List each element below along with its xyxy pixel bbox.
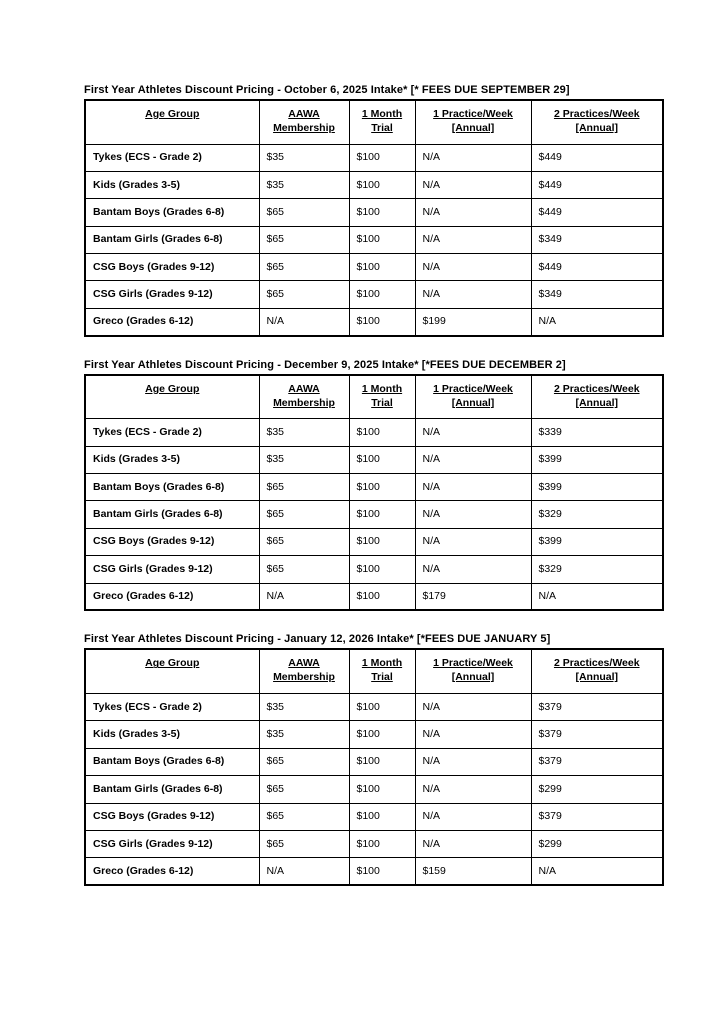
age-group-cell: Greco (Grades 6-12) <box>85 308 259 335</box>
age-group-cell: Bantam Boys (Grades 6-8) <box>85 474 259 501</box>
price-cell: $329 <box>531 556 663 583</box>
price-cell: N/A <box>415 501 531 528</box>
price-cell: $399 <box>531 446 663 473</box>
price-cell: $449 <box>531 199 663 226</box>
price-cell: N/A <box>415 144 531 171</box>
age-group-cell: Bantam Girls (Grades 6-8) <box>85 226 259 253</box>
price-cell: $379 <box>531 803 663 830</box>
price-cell: $100 <box>349 254 415 281</box>
price-cell: $100 <box>349 308 415 335</box>
price-cell: $100 <box>349 556 415 583</box>
column-header: AAWA Membership <box>259 375 349 419</box>
price-cell: N/A <box>415 556 531 583</box>
column-header: AAWA Membership <box>259 649 349 693</box>
price-cell: $100 <box>349 226 415 253</box>
price-cell: $35 <box>259 446 349 473</box>
price-cell: $100 <box>349 776 415 803</box>
age-group-cell: CSG Boys (Grades 9-12) <box>85 254 259 281</box>
price-cell: $65 <box>259 528 349 555</box>
price-cell: N/A <box>259 858 349 885</box>
price-cell: $65 <box>259 776 349 803</box>
column-header: Age Group <box>85 100 259 144</box>
price-cell: $329 <box>531 501 663 528</box>
pricing-table-section <box>84 359 664 612</box>
price-cell: $35 <box>259 693 349 720</box>
age-group-cell: Bantam Boys (Grades 6-8) <box>85 748 259 775</box>
age-group-cell: Tykes (ECS - Grade 2) <box>85 419 259 446</box>
table-row <box>85 858 663 885</box>
table-row <box>85 419 663 446</box>
column-header: Age Group <box>85 375 259 419</box>
price-cell: $100 <box>349 693 415 720</box>
price-cell: N/A <box>415 528 531 555</box>
price-cell: $35 <box>259 721 349 748</box>
price-cell: N/A <box>415 830 531 857</box>
price-cell: N/A <box>415 281 531 308</box>
price-cell: $100 <box>349 474 415 501</box>
column-header: AAWA Membership <box>259 100 349 144</box>
price-cell: $199 <box>415 308 531 335</box>
table-title: First Year Athletes Discount Pricing - January 12, 2026 Intake* [*FEES DUE JANUARY 5] <box>84 633 551 646</box>
price-cell: $65 <box>259 281 349 308</box>
age-group-cell: Greco (Grades 6-12) <box>85 858 259 885</box>
price-cell: N/A <box>531 858 663 885</box>
table-row <box>85 474 663 501</box>
column-header: 2 Practices/Week [Annual] <box>531 649 663 693</box>
column-header: 1 Practice/Week [Annual] <box>415 100 531 144</box>
table-row <box>85 308 663 335</box>
price-cell: $299 <box>531 830 663 857</box>
header-row <box>85 375 663 419</box>
table-title: First Year Athletes Discount Pricing - October 6, 2025 Intake* [* FEES DUE SEPTEMBER 29] <box>84 84 570 96</box>
price-cell: $449 <box>531 254 663 281</box>
price-cell: $65 <box>259 254 349 281</box>
price-cell: N/A <box>415 199 531 226</box>
table-row <box>85 226 663 253</box>
age-group-cell: CSG Girls (Grades 9-12) <box>85 830 259 857</box>
header-row <box>85 100 663 144</box>
price-cell: $35 <box>259 171 349 198</box>
price-cell: $100 <box>349 583 415 610</box>
price-cell: N/A <box>415 748 531 775</box>
table-row <box>85 776 663 803</box>
price-cell: $379 <box>531 693 663 720</box>
price-cell: $65 <box>259 803 349 830</box>
table-row <box>85 583 663 610</box>
price-cell: $349 <box>531 226 663 253</box>
price-cell: $399 <box>531 474 663 501</box>
price-cell: N/A <box>415 721 531 748</box>
column-header: 1 Month Trial <box>349 100 415 144</box>
price-cell: N/A <box>415 474 531 501</box>
table-row <box>85 721 663 748</box>
table-row <box>85 446 663 473</box>
price-cell: N/A <box>415 803 531 830</box>
age-group-cell: Kids (Grades 3-5) <box>85 446 259 473</box>
price-cell: $299 <box>531 776 663 803</box>
column-header: 1 Practice/Week [Annual] <box>415 375 531 419</box>
column-header: 2 Practices/Week [Annual] <box>531 375 663 419</box>
price-cell: $100 <box>349 858 415 885</box>
age-group-cell: Greco (Grades 6-12) <box>85 583 259 610</box>
price-cell: N/A <box>259 308 349 335</box>
table-row <box>85 501 663 528</box>
price-cell: N/A <box>415 254 531 281</box>
age-group-cell: Kids (Grades 3-5) <box>85 171 259 198</box>
price-cell: $65 <box>259 830 349 857</box>
price-cell: $159 <box>415 858 531 885</box>
price-cell: $65 <box>259 501 349 528</box>
table-row <box>85 830 663 857</box>
age-group-cell: Bantam Girls (Grades 6-8) <box>85 776 259 803</box>
price-cell: $100 <box>349 199 415 226</box>
column-header: 2 Practices/Week [Annual] <box>531 100 663 144</box>
price-cell: $100 <box>349 528 415 555</box>
table-row <box>85 748 663 775</box>
pricing-table-section <box>84 84 664 337</box>
price-cell: $179 <box>415 583 531 610</box>
pricing-table <box>84 648 664 886</box>
table-row <box>85 171 663 198</box>
price-cell: N/A <box>415 693 531 720</box>
column-header: 1 Practice/Week [Annual] <box>415 649 531 693</box>
price-cell: $65 <box>259 226 349 253</box>
age-group-cell: Tykes (ECS - Grade 2) <box>85 693 259 720</box>
table-row <box>85 693 663 720</box>
price-cell: $65 <box>259 199 349 226</box>
price-cell: $100 <box>349 144 415 171</box>
price-cell: $100 <box>349 748 415 775</box>
table-row <box>85 281 663 308</box>
table-row <box>85 199 663 226</box>
price-cell: N/A <box>415 446 531 473</box>
price-cell: $100 <box>349 281 415 308</box>
price-cell: $35 <box>259 144 349 171</box>
age-group-cell: Bantam Boys (Grades 6-8) <box>85 199 259 226</box>
table-row <box>85 528 663 555</box>
price-cell: $449 <box>531 171 663 198</box>
age-group-cell: CSG Boys (Grades 9-12) <box>85 803 259 830</box>
column-header: 1 Month Trial <box>349 375 415 419</box>
price-cell: $339 <box>531 419 663 446</box>
pricing-table-section <box>84 633 664 886</box>
price-cell: $379 <box>531 748 663 775</box>
price-cell: $100 <box>349 803 415 830</box>
table-title: First Year Athletes Discount Pricing - December 9, 2025 Intake* [*FEES DUE DECEMBER 2] <box>84 358 566 371</box>
price-cell: $100 <box>349 446 415 473</box>
table-row <box>85 254 663 281</box>
price-cell: $399 <box>531 528 663 555</box>
age-group-cell: CSG Girls (Grades 9-12) <box>85 556 259 583</box>
price-cell: $349 <box>531 281 663 308</box>
table-row <box>85 144 663 171</box>
price-cell: $100 <box>349 171 415 198</box>
price-cell: N/A <box>259 583 349 610</box>
age-group-cell: CSG Girls (Grades 9-12) <box>85 281 259 308</box>
price-cell: $35 <box>259 419 349 446</box>
price-cell: $379 <box>531 721 663 748</box>
header-row <box>85 649 663 693</box>
age-group-cell: CSG Boys (Grades 9-12) <box>85 528 259 555</box>
price-cell: N/A <box>415 226 531 253</box>
price-cell: $449 <box>531 144 663 171</box>
age-group-cell: Bantam Girls (Grades 6-8) <box>85 501 259 528</box>
pricing-table <box>84 99 664 337</box>
age-group-cell: Tykes (ECS - Grade 2) <box>85 144 259 171</box>
price-cell: $65 <box>259 474 349 501</box>
column-header: Age Group <box>85 649 259 693</box>
table-row <box>85 803 663 830</box>
price-cell: $100 <box>349 419 415 446</box>
age-group-cell: Kids (Grades 3-5) <box>85 721 259 748</box>
price-cell: N/A <box>415 171 531 198</box>
price-cell: $100 <box>349 501 415 528</box>
price-cell: $65 <box>259 556 349 583</box>
price-cell: N/A <box>531 308 663 335</box>
price-cell: N/A <box>415 419 531 446</box>
price-cell: N/A <box>415 776 531 803</box>
price-cell: $100 <box>349 830 415 857</box>
column-header: 1 Month Trial <box>349 649 415 693</box>
price-cell: N/A <box>531 583 663 610</box>
price-cell: $65 <box>259 748 349 775</box>
table-row <box>85 556 663 583</box>
price-cell: $100 <box>349 721 415 748</box>
pricing-table <box>84 374 664 612</box>
